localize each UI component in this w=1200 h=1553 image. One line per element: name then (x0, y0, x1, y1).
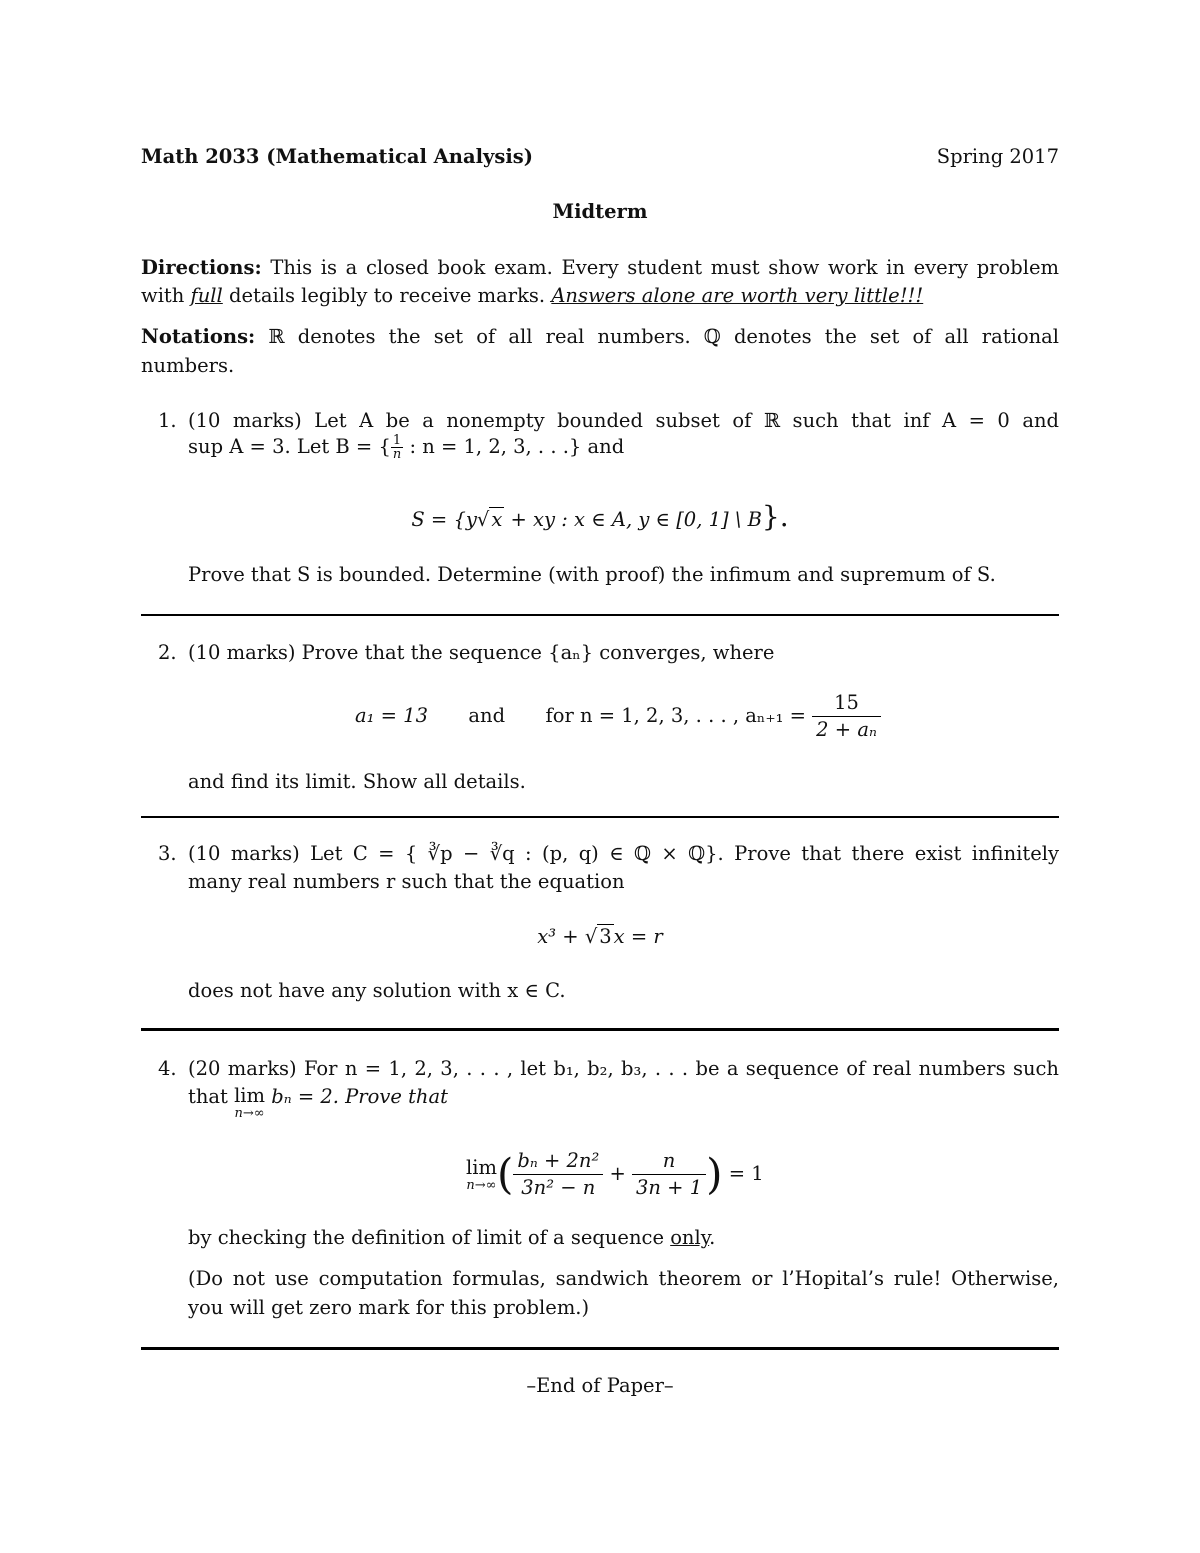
directions-line-1 (141, 256, 1059, 279)
problem-4-limit: lim n→∞ (466, 1155, 497, 1193)
problem-1-fraction: $\frac{1}{n}$ (392, 433, 402, 462)
problem-4-fraction-1: $\frac{\text{bₙ + 2n²}}{\text{3n² − n}}$ (513, 1148, 603, 1201)
notations-line-1 (141, 325, 1059, 348)
separator-3 (141, 1028, 1059, 1031)
only-emphasis: only (670, 1226, 710, 1249)
exam-title: Midterm (552, 200, 648, 223)
directions-label: Directions: (141, 256, 262, 279)
problem-3-task: does not have any solution with x ∈ C. (188, 979, 566, 1002)
notations-label: Notations: (141, 325, 256, 348)
notations-line-2: numbers. (141, 354, 235, 377)
problem-4-task: by checking the definition of limit of a sequence only. (188, 1226, 716, 1249)
directions-text-2a: with (141, 284, 185, 307)
problem-4-line-1: (20 marks) For n = 1, 2, 3, . . . , let b₁, b₂, b₃, . . . be a sequence of real numbers such (188, 1057, 1059, 1080)
problem-1-line-2 (188, 434, 624, 461)
problem-1-line-2b: : n = 1, 2, 3, . . .} and (409, 435, 625, 458)
separator-1 (141, 614, 1059, 616)
problem-4-fraction-2: $\frac{n}{3n + 1}$ (632, 1148, 706, 1201)
problem-4-note-line-1: (Do not use computation formulas, sandwich theorem or l’Hopital’s rule! Otherwise, (188, 1267, 1059, 1290)
course-title: Math 2033 (Mathematical Analysis) (141, 145, 533, 168)
problem-2-fraction: $\frac{15}{\text{2 + aₙ}}$ (812, 690, 881, 743)
separator-2 (141, 816, 1059, 818)
problem-1-number: 1. (158, 409, 177, 432)
separator-4 (141, 1347, 1059, 1350)
problem-2-task: and find its limit. Show all details. (188, 770, 526, 793)
directions-text-1: This is a closed book exam. Every student must show work in every problem (270, 256, 1059, 279)
problem-3-line-1: (10 marks) Let C = { ∛p − ∛q : (p, q) ∈ ℚ × ℚ}. Prove that there exist infinitely (188, 842, 1059, 865)
problem-3-number: 3. (158, 842, 177, 865)
term-label: Spring 2017 (936, 145, 1059, 168)
directions-line-2 (141, 284, 923, 307)
problem-4-number: 4. (158, 1057, 177, 1080)
problem-4-note-line-2: you will get zero mark for this problem.) (188, 1296, 590, 1319)
directions-text-2b: details legibly to receive marks. (228, 284, 546, 307)
notations-text-1: ℝ denotes the set of all real numbers. ℚ denotes the set of all rational (268, 325, 1059, 348)
problem-2-number: 2. (158, 641, 177, 664)
problem-3-line-2: many real numbers r such that the equation (188, 870, 625, 893)
problem-1-line-1: (10 marks) Let A be a nonempty bounded subset of ℝ such that inf A = 0 and (188, 409, 1059, 432)
problem-4-inline-limit: lim n→∞ (234, 1084, 266, 1121)
problem-2-line-1: (10 marks) Prove that the sequence {aₙ} converges, where (188, 641, 775, 664)
end-of-paper: –End of Paper– (526, 1374, 674, 1397)
problem-4-display-equation: lim n→∞ ( $\frac{\text{bₙ + 2n²}}{\text{3n² − n}}$ + $\frac{n}{3n + 1}$ ) = 1 (466, 1149, 764, 1199)
directions-warning: Answers alone are worth very little!!! (551, 284, 924, 307)
problem-3-display-equation: x³ + √ 3 x = r (537, 925, 663, 948)
problem-2-display-equation: a₁ = 13 and for n = 1, 2, 3, . . . , aₙ₊₁ = $\frac{15}{\text{2 + aₙ}}$ (355, 690, 881, 743)
problem-4-line-2: that lim n→∞ bₙ = 2. Prove that (188, 1084, 448, 1121)
directions-full-emphasis: full (190, 284, 223, 307)
problem-1-line-2a: sup A = 3. Let B = { (188, 435, 391, 458)
problem-1-display-equation: S = {y√ x + xy : x ∈ A, y ∈ [0, 1] \ B}. (411, 500, 789, 533)
problem-1-task: Prove that S is bounded. Determine (with proof) the infimum and supremum of S. (188, 563, 996, 586)
